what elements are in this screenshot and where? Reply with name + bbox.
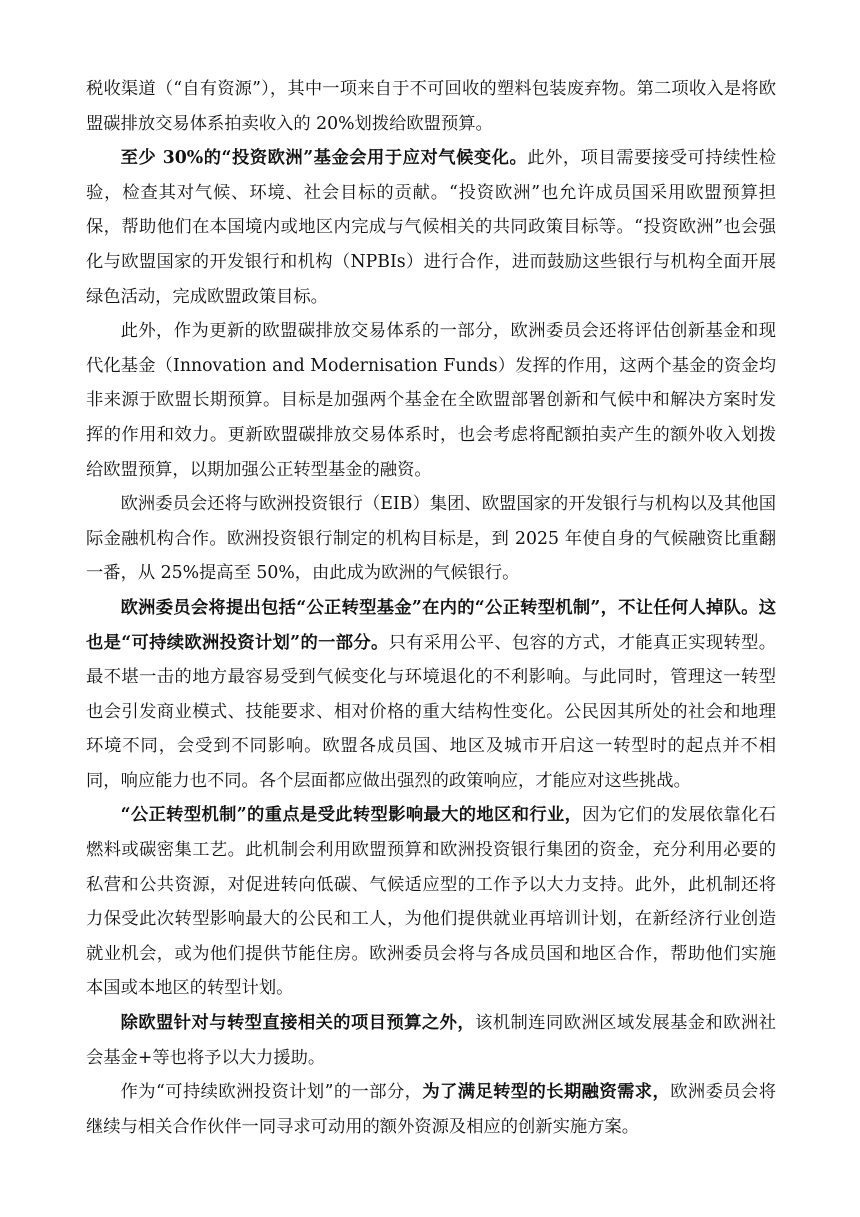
paragraph <box>86 1006 776 1075</box>
body-text: 此外，项目需要接受可持续性检验，检查其对气候、环境、社会目标的贡献。“投资欧洲”也允许成员国采用欧盟预算担保，帮助他们在本国境内或地区内完成与气候相关的共同政策目标等。“投资欧洲”也会强化与欧盟国家的开发银行和机构（NPBIs）进行合作，进而鼓励这些银行与机构全面开展绿色活动，完成欧盟政策目标。 <box>86 148 776 307</box>
bold-text: 至少 30%的“投资欧洲”基金会用于应对气候变化。 <box>120 148 528 169</box>
body-text: 因为它们的发展依靠化石燃料或碳密集工艺。此机制会利用欧盟预算和欧洲投资银行集团的资金，充分利用必要的私营和公共资源，对促进转向低碳、气候适应型的工作予以大力支持。此外，此机制还将力保受此次转型影响最大的公民和工人，为他们提供就业再培训计划，在新经济行业创造就业机会，或为他们提供节能住房。欧洲委员会将与各成员国和地区合作，帮助他们实施本国或本地区的转型计划。 <box>86 805 776 999</box>
body-text: 只有采用公平、包容的方式，才能真正实现转型。最不堪一击的地方最容易受到气候变化与环境退化的不利影响。与此同时，管理这一转型也会引发商业模式、技能要求、相对价格的重大结构性变化。公民因其所处的社会和地理环境不同，会受到不同影响。欧盟各成员国、地区及城市开启这一转型时的起点并不相同，响应能力也不同。各个层面都应做出强烈的政策响应，才能应对这些挑战。 <box>86 632 776 791</box>
paragraph <box>86 314 776 487</box>
body-text: 该机制连同欧洲区域发展基金和欧洲社会基金+等也将予以大力援助。 <box>86 1013 776 1068</box>
bold-text: 欧洲委员会将提出包括“公正转型基金”在内的“公正转型机制”，不让任何人掉队。这也是“可持续欧洲投资计划”的一部分。 <box>86 597 776 653</box>
body-text: 作为“可持续欧洲投资计划”的一部分， <box>120 1082 423 1103</box>
bold-text: “公正转型机制”的重点是受此转型影响最大的地区和行业， <box>120 805 583 826</box>
body-text: 欧洲委员会还将与欧洲投资银行（EIB）集团、欧盟国家的开发银行与机构以及其他国际金融机构合作。欧洲投资银行制定的机构目标是，到 2025 年使自身的气候融资比重翻一番，从 25%提高至 50%，由此成为欧洲的气候银行。 <box>86 494 776 584</box>
paragraph <box>86 72 776 141</box>
bold-text: 除欧盟针对与转型直接相关的项目预算之外， <box>120 1013 476 1034</box>
paragraph <box>86 1075 776 1144</box>
body-text: 税收渠道（“自有资源”），其中一项来自于不可回收的塑料包装废弃物。第二项收入是将欧盟碳排放交易体系拍卖收入的 20%划拨给欧盟预算。 <box>86 79 776 134</box>
paragraph <box>86 141 776 314</box>
body-text: 欧洲委员会将继续与相关合作伙伴一同寻求可动用的额外资源及相应的创新实施方案。 <box>86 1082 776 1137</box>
paragraph <box>86 487 776 591</box>
paragraph <box>86 591 776 799</box>
paragraph <box>86 798 776 1006</box>
body-text: 此外，作为更新的欧盟碳排放交易体系的一部分，欧洲委员会还将评估创新基金和现代化基金（Innovation and Modernisation Funds）发挥的作用，这两个基金的资金均非来源于欧盟长期预算。目标是加强两个基金在全欧盟部署创新和气候中和解决方案时发挥的作用和效力。更新欧盟碳排放交易体系时，也会考虑将配额拍卖产生的额外收入划拨给欧盟预算，以期加强公正转型基金的融资。 <box>86 321 776 480</box>
bold-text: 为了满足转型的长期融资需求， <box>422 1082 671 1103</box>
document-page <box>86 72 776 1144</box>
